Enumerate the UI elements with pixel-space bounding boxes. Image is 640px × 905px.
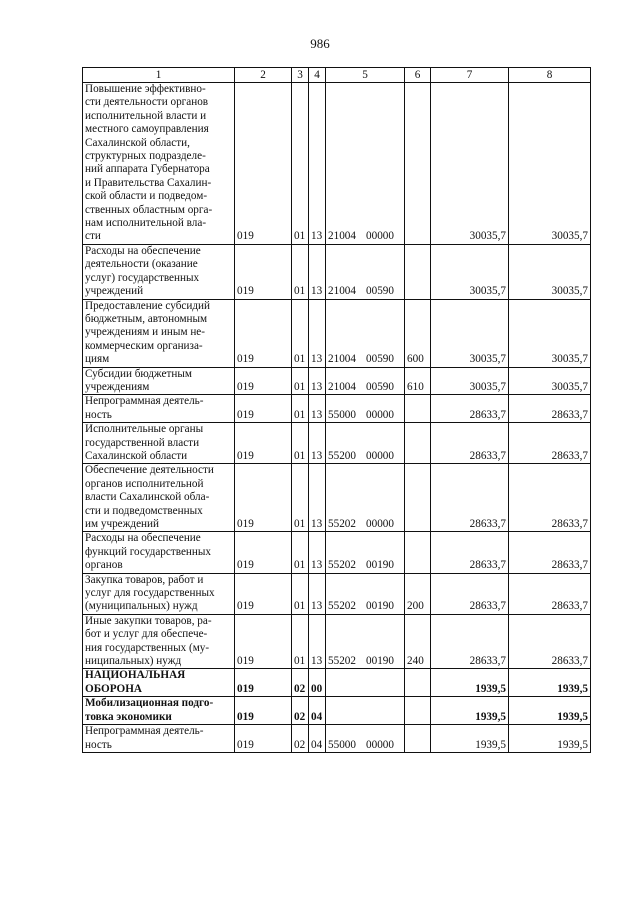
target-article-cell xyxy=(326,299,405,367)
expense-type-cell xyxy=(405,532,431,573)
budget-table xyxy=(82,67,591,753)
target-article-part-b: 00590 xyxy=(366,380,394,393)
section-code-cell: 01 xyxy=(292,423,309,464)
section-code-cell: 01 xyxy=(292,299,309,367)
amount-col7-cell: 28633,7 xyxy=(431,395,509,423)
amount-col8-cell: 1939,5 xyxy=(509,669,591,697)
table-row xyxy=(83,464,591,532)
ministry-code-cell: 019 xyxy=(235,464,292,532)
ministry-code-cell: 019 xyxy=(235,367,292,395)
target-article-part-a: 55202 xyxy=(328,655,356,668)
target-article-part-a: 55000 xyxy=(328,408,356,421)
target-article-part-b: 00190 xyxy=(366,655,394,668)
row-name-cell: НАЦИОНАЛЬНАЯ ОБОРОНА xyxy=(83,669,235,697)
header-col-3: 3 xyxy=(292,68,309,83)
expense-type-cell: 610 xyxy=(405,367,431,395)
row-name-cell: Расходы на обеспечение функций государственных органов xyxy=(83,532,235,573)
amount-col7-cell: 28633,7 xyxy=(431,423,509,464)
header-col-5: 5 xyxy=(326,68,405,83)
target-article-cell xyxy=(326,532,405,573)
table-row xyxy=(83,725,591,753)
target-article-cell xyxy=(326,367,405,395)
ministry-code-cell: 019 xyxy=(235,614,292,669)
amount-col7-cell: 28633,7 xyxy=(431,614,509,669)
table-row xyxy=(83,532,591,573)
target-article-part-b: 00590 xyxy=(366,285,394,298)
row-name-cell: Мобилизационная подго- товка экономики xyxy=(83,697,235,725)
table-header-row xyxy=(83,68,591,83)
table-body xyxy=(83,83,591,753)
amount-col7-cell: 1939,5 xyxy=(431,697,509,725)
subsection-code-cell: 13 xyxy=(309,395,326,423)
section-code-cell: 01 xyxy=(292,244,309,299)
target-article-cell xyxy=(326,573,405,614)
table-row xyxy=(83,423,591,464)
target-article-part-b: 00190 xyxy=(366,600,394,613)
section-code-cell: 02 xyxy=(292,725,309,753)
target-article-cell xyxy=(326,614,405,669)
target-article-part-b: 00590 xyxy=(366,353,394,366)
ministry-code-cell: 019 xyxy=(235,299,292,367)
section-code-cell: 01 xyxy=(292,614,309,669)
subsection-code-cell: 04 xyxy=(309,697,326,725)
amount-col8-cell: 30035,7 xyxy=(509,244,591,299)
ministry-code-cell: 019 xyxy=(235,725,292,753)
amount-col7-cell: 1939,5 xyxy=(431,725,509,753)
target-article-part-b: 00000 xyxy=(366,449,394,462)
target-article-part-a: 21004 xyxy=(328,353,356,366)
amount-col8-cell: 28633,7 xyxy=(509,464,591,532)
target-article-part-a: 21004 xyxy=(328,285,356,298)
target-article-part-a: 55200 xyxy=(328,449,356,462)
table-row xyxy=(83,244,591,299)
amount-col7-cell: 28633,7 xyxy=(431,464,509,532)
row-name-cell: Субсидии бюджетным учреждениям xyxy=(83,367,235,395)
section-code-cell: 01 xyxy=(292,464,309,532)
expense-type-cell xyxy=(405,697,431,725)
header-col-2: 2 xyxy=(235,68,292,83)
subsection-code-cell: 00 xyxy=(309,669,326,697)
target-article-part-b: 00000 xyxy=(366,518,394,530)
table-row xyxy=(83,367,591,395)
header-col-8: 8 xyxy=(509,68,591,83)
expense-type-cell xyxy=(405,395,431,423)
row-name-cell: Предоставление субсидий бюджетным, автономным учреждениям и иным не- коммерческим организа- циям xyxy=(83,299,235,367)
section-code-cell: 02 xyxy=(292,697,309,725)
expense-type-cell xyxy=(405,423,431,464)
expense-type-cell xyxy=(405,725,431,753)
row-name-cell: Обеспечение деятельности органов исполнительной власти Сахалинской обла- сти и подведомственных им учреждений xyxy=(83,464,235,532)
ministry-code-cell: 019 xyxy=(235,573,292,614)
amount-col8-cell: 28633,7 xyxy=(509,614,591,669)
amount-col8-cell: 28633,7 xyxy=(509,532,591,573)
amount-col8-cell: 28633,7 xyxy=(509,395,591,423)
section-code-cell: 01 xyxy=(292,532,309,573)
row-name-cell: Непрограммная деятель- ность xyxy=(83,395,235,423)
expense-type-cell xyxy=(405,669,431,697)
table-row xyxy=(83,299,591,367)
target-article-cell xyxy=(326,464,405,532)
target-article-cell xyxy=(326,395,405,423)
row-name-cell: Исполнительные органы государственной власти Сахалинской области xyxy=(83,423,235,464)
table-row xyxy=(83,573,591,614)
ministry-code-cell: 019 xyxy=(235,669,292,697)
header-col-6: 6 xyxy=(405,68,431,83)
section-code-cell: 01 xyxy=(292,573,309,614)
ministry-code-cell: 019 xyxy=(235,697,292,725)
subsection-code-cell: 13 xyxy=(309,244,326,299)
amount-col7-cell: 1939,5 xyxy=(431,669,509,697)
expense-type-cell xyxy=(405,83,431,245)
target-article-part-a: 55000 xyxy=(328,738,356,751)
header-col-4: 4 xyxy=(309,68,326,83)
ministry-code-cell: 019 xyxy=(235,532,292,573)
target-article-cell xyxy=(326,423,405,464)
target-article-part-a: 55202 xyxy=(328,518,356,530)
ministry-code-cell: 019 xyxy=(235,244,292,299)
target-article-cell xyxy=(326,697,405,725)
subsection-code-cell: 13 xyxy=(309,423,326,464)
target-article-part-b: 00000 xyxy=(366,408,394,421)
subsection-code-cell: 13 xyxy=(309,367,326,395)
subsection-code-cell: 13 xyxy=(309,532,326,573)
amount-col8-cell: 28633,7 xyxy=(509,573,591,614)
amount-col7-cell: 30035,7 xyxy=(431,299,509,367)
subsection-code-cell: 13 xyxy=(309,83,326,245)
row-name-cell: Закупка товаров, работ и услуг для государственных (муниципальных) нужд xyxy=(83,573,235,614)
target-article-part-a: 21004 xyxy=(328,380,356,393)
ministry-code-cell: 019 xyxy=(235,395,292,423)
subsection-code-cell: 13 xyxy=(309,299,326,367)
amount-col8-cell: 30035,7 xyxy=(509,299,591,367)
row-name-cell: Повышение эффективно- сти деятельности органов исполнительной власти и местного самоуправления Сахалинской области, структурных подразделе- ний аппарата Губернатора и Правительства Сахалин- ской области и подведом- ственных областным орга- нам исполнительной вла- сти xyxy=(83,83,235,245)
expense-type-cell xyxy=(405,464,431,532)
amount-col7-cell: 28633,7 xyxy=(431,573,509,614)
target-article-cell xyxy=(326,244,405,299)
table-row xyxy=(83,669,591,697)
section-code-cell: 01 xyxy=(292,395,309,423)
expense-type-cell: 240 xyxy=(405,614,431,669)
amount-col8-cell: 28633,7 xyxy=(509,423,591,464)
expense-type-cell xyxy=(405,244,431,299)
target-article-part-a: 21004 xyxy=(328,230,356,243)
row-name-cell: Непрограммная деятель- ность xyxy=(83,725,235,753)
page-number: 986 xyxy=(310,36,330,51)
target-article-part-b: 00000 xyxy=(366,738,394,751)
target-article-part-a: 55202 xyxy=(328,600,356,613)
table-row xyxy=(83,83,591,245)
subsection-code-cell: 13 xyxy=(309,464,326,532)
target-article-cell xyxy=(326,669,405,697)
target-article-cell xyxy=(326,83,405,245)
target-article-cell xyxy=(326,725,405,753)
row-name-cell: Расходы на обеспечение деятельности (оказание услуг) государственных учреждений xyxy=(83,244,235,299)
section-code-cell: 02 xyxy=(292,669,309,697)
amount-col7-cell: 30035,7 xyxy=(431,244,509,299)
header-col-7: 7 xyxy=(431,68,509,83)
header-col-1: 1 xyxy=(83,68,235,83)
table-row xyxy=(83,395,591,423)
ministry-code-cell: 019 xyxy=(235,423,292,464)
ministry-code-cell: 019 xyxy=(235,83,292,245)
amount-col8-cell: 30035,7 xyxy=(509,83,591,245)
table-row xyxy=(83,697,591,725)
subsection-code-cell: 13 xyxy=(309,614,326,669)
section-code-cell: 01 xyxy=(292,367,309,395)
amount-col7-cell: 30035,7 xyxy=(431,367,509,395)
section-code-cell: 01 xyxy=(292,83,309,245)
subsection-code-cell: 04 xyxy=(309,725,326,753)
amount-col8-cell: 1939,5 xyxy=(509,697,591,725)
table-row xyxy=(83,614,591,669)
target-article-part-b: 00000 xyxy=(366,230,394,243)
row-name-cell: Иные закупки товаров, ра- бот и услуг для обеспече- ния государственных (му- ниципальных) нужд xyxy=(83,614,235,669)
amount-col7-cell: 28633,7 xyxy=(431,532,509,573)
expense-type-cell: 200 xyxy=(405,573,431,614)
target-article-part-b: 00190 xyxy=(366,559,394,572)
amount-col8-cell: 1939,5 xyxy=(509,725,591,753)
amount-col7-cell: 30035,7 xyxy=(431,83,509,245)
expense-type-cell: 600 xyxy=(405,299,431,367)
subsection-code-cell: 13 xyxy=(309,573,326,614)
amount-col8-cell: 30035,7 xyxy=(509,367,591,395)
target-article-part-a: 55202 xyxy=(328,559,356,572)
